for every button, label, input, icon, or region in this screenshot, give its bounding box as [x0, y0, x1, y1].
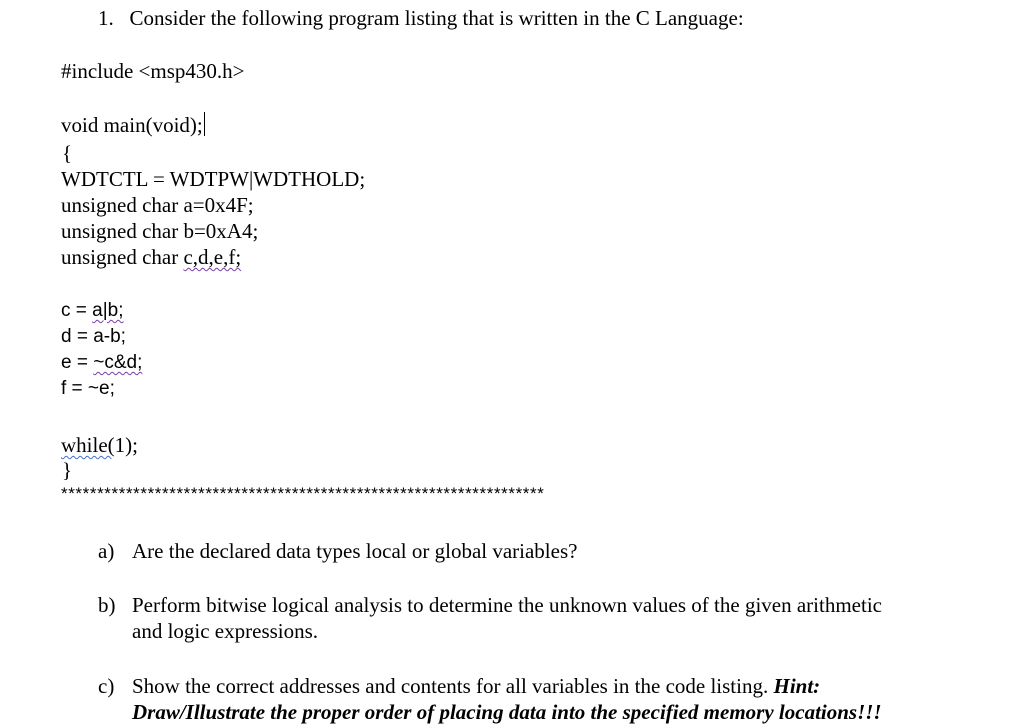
- question-number: 1.: [98, 6, 114, 30]
- code-c-prefix: c =: [61, 300, 93, 321]
- code-e-assign: [61, 350, 142, 376]
- question-c-body: [132, 673, 882, 725]
- code-decl-a: unsigned char a=0x4F;: [61, 193, 254, 217]
- question-c: [98, 673, 882, 725]
- question-b-line2: and logic expressions.: [132, 619, 319, 643]
- question-c-line2: Draw/Illustrate the proper order of placing data into the specified memory locations!!!: [132, 700, 882, 724]
- code-decl-b: unsigned char b=0xA4;: [61, 219, 259, 243]
- question-heading: [98, 5, 744, 31]
- question-a: [98, 538, 577, 564]
- code-decl-cdef: [61, 244, 241, 270]
- question-c-hint-label: Hint:: [773, 674, 821, 698]
- code-e-expr: ~c&d;: [93, 352, 143, 373]
- question-a-text: Are the declared data types local or global variables?: [132, 539, 578, 563]
- code-f-assign: f = ~e;: [61, 378, 115, 399]
- question-b-line1: Perform bitwise logical analysis to determine the unknown values of the given arithmetic: [132, 593, 882, 617]
- code-close-brace: }: [62, 458, 73, 482]
- code-while-rest: 1);: [114, 433, 138, 457]
- separator-stars: *******************************************************************: [61, 484, 545, 503]
- question-b: [98, 592, 882, 644]
- question-b-body: [132, 592, 882, 644]
- code-main-decl: [61, 112, 205, 138]
- question-heading-text: Consider the following program listing that is written in the C Language:: [129, 6, 744, 30]
- code-decl-cdef-prefix: unsigned char: [61, 245, 184, 269]
- code-open-brace: {: [62, 141, 73, 165]
- question-c-line1: Show the correct addresses and contents for all variables in the code listing.: [132, 674, 774, 698]
- code-include: #include <msp430.h>: [61, 59, 245, 83]
- code-wdt: WDTCTL = WDTPW|WDTHOLD;: [61, 167, 366, 191]
- code-c-assign: [61, 298, 124, 324]
- question-a-marker: a): [98, 539, 115, 563]
- code-while-keyword: while(: [61, 433, 115, 457]
- code-e-prefix: e =: [61, 352, 94, 373]
- text-cursor: [204, 112, 205, 136]
- code-d-assign: d = a-b;: [61, 326, 126, 347]
- code-c-expr: a|b;: [92, 300, 124, 321]
- question-b-marker: b): [98, 593, 116, 617]
- code-while: [61, 432, 138, 458]
- code-main-decl-text: void main(void);: [61, 113, 203, 137]
- code-decl-cdef-vars: c,d,e,f;: [183, 245, 242, 269]
- question-c-marker: c): [98, 674, 115, 698]
